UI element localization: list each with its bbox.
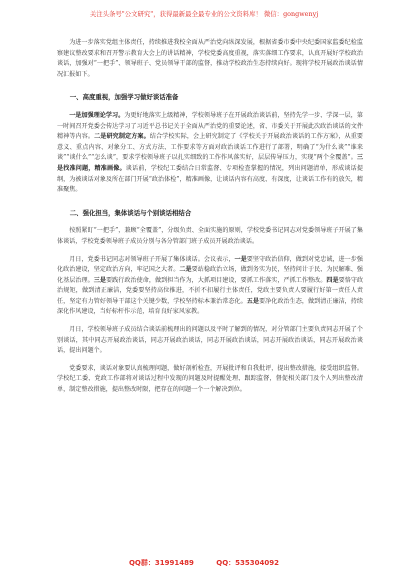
paragraph-text: 要坚守政治信仰，做到对党忠诚，进一步强化政治建设，坚定政治方向，牢记国之大者。: [57, 255, 364, 274]
section-1-paragraph: [57, 111, 363, 196]
section-2-paragraph-1: 按照紧盯“一把手”，兼顾“全覆盖”，分级负责、全面实施的原则，学校党委书记同志对党委领导班子开展了集体谈话，学校党委领导班子成员分别与各分管部门班子成员开展政治谈话。: [57, 227, 363, 245]
lead-phrase: 二是: [179, 266, 192, 274]
lead-phrase: 三是: [93, 276, 106, 284]
paragraph-text: 为更好地落实上级精神，学校领导班子在开展政治谈话前，坚持先学一步、学深一层，第一时间召开党委会传达学习了习近平总书记关于全面从严治党的重要论述，省、市委关于开展此次政治谈话的文件精神等内容。: [57, 111, 364, 141]
lead-phrase: 一是加强理论学习。: [69, 111, 125, 119]
promo-banner: 关注头条号"公文研究"，获得最新最全最专业的公文资料库！ 微信：gongwenyj: [89, 10, 319, 18]
paragraph-text: 谈话前，学校纪工委结合日常监督、专项检查掌握的情况，列出问题清单，形成谈话提纲，为被谈话对象及所在部门开展“政治体检”，精准画像，让谈话内容有高度、有深度，让谈话工作有的放矢，精准聚焦。: [57, 164, 364, 194]
paragraph-text: 要恪守政治规矩，做到清正廉洁，党委要坚持高位推进，不折不扣履行主体责任，党政主要负责人要履行好第一责任人责任，坚定有力管好领导干部这个关键少数，学校坚持标本兼治常态化。: [57, 276, 364, 305]
section-2-heading: 二、强化担当，集体谈话与个别谈话相结合: [69, 208, 192, 217]
qq-number-text: QQ：535304092: [216, 559, 280, 567]
qq-group-text: QQ群：31991489: [128, 559, 194, 567]
document-body: [57, 38, 363, 396]
intro-paragraph: 为进一步落实党组主体责任，持续推进我校全面从严治党向纵深发展，根据省委市委中央纪委国家监委纪检监察建议整改要求和召开警示教育大会上的讲话精神，学校党委高度重视，落实落细工作要求，认真开展好学校政治谈话，加强对“一把手”、领导班子、党员领导干部的监督，推动学校政治生态持续向好。现将学校开展政治谈话情况汇报如下。: [57, 39, 363, 78]
paragraph-text: 要净化政治生态，做到清正廉洁，持续深化作风建设，当好标杆作示范，培育良好家风家教。: [57, 297, 364, 316]
section-2-paragraph-2: [57, 255, 363, 319]
contact-footer: [0, 558, 408, 568]
paragraph-text: 要站稳政治立场，做到务实为民，坚持问计于民、为民解难、强化基层治理。: [57, 266, 364, 284]
paragraph-text: 月日，党委书记同志对领导班子开展了集体谈话。会议表示，: [69, 255, 235, 263]
lead-phrase: 一是: [234, 255, 247, 263]
section-1-heading: 一、高度重视，加强学习做好谈话准备: [69, 93, 179, 102]
lead-phrase: 三是找准问题，精准画像。: [57, 154, 363, 172]
lead-phrase: 四是: [326, 276, 339, 284]
paragraph-text: 结合学校实际，会上研究制定了《学校关于开展政治谈话的工作方案》，从重要意义、重点内容、对象分工、方式方法、工作要求等方面对政治谈话工作进行了部署，明确了“为什么谈”“谁来谈”“谈什么”“怎么谈”，要求学校领导班子以扎实细致的工作作风落实好，层层传导压力，实现“两个全覆盖”。: [57, 133, 364, 162]
lead-phrase: 五是: [246, 297, 259, 305]
paragraph-text: 要践行政治使命，做到担当作为，大抓项目建设，要抓工作落实，严抓工作整改。: [105, 276, 327, 284]
lead-phrase: 二是研究制定方案。: [94, 133, 150, 141]
section-2-paragraph-4: 党委要求，谈话对象要认真梳理问题，做好剖析检查，开展批评和自我批评，提出整改措施，接受组织监督。学校纪工委、党政工作部将对谈话过程中发现的问题及时提醒处理、跟踪监督，督促相关部门及个人列出整改清单，制定整改措施，提出整改时限，把存在的问题一个一个解决到位。: [57, 364, 363, 394]
section-2-paragraph-3: 月日，学校领导班子成员结合谈话前梳理出的问题以及平时了解到的情况，对分管部门主要负责同志开展了个别谈话，其中同志开展政治谈话，同志开展政治谈话，同志开展政治谈话，同志开展政治谈话，同志开展政治谈话，提出问题个。: [57, 326, 363, 355]
